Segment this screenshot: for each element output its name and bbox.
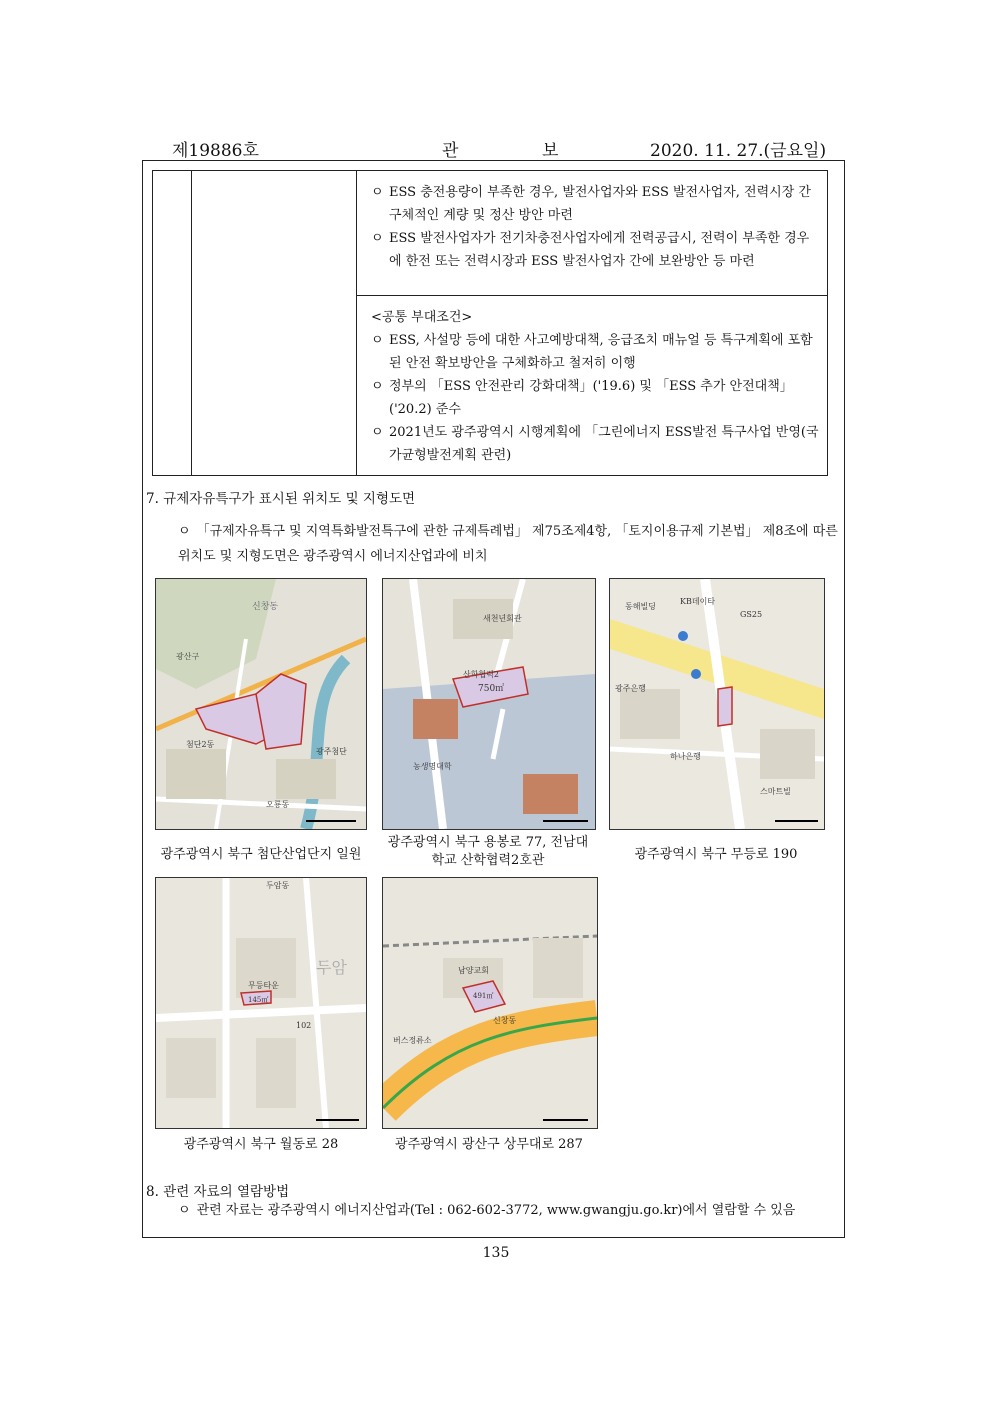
page-header [142, 134, 842, 160]
map-2 [382, 578, 596, 830]
map-label: 광주은행 [615, 684, 646, 693]
condition-item: ㅇ ESS 발전사업자가 전기차충전사업자에게 전력공급시, 전력이 부족한 경우에 한전 또는 전력시장과 ESS 발전사업자 간에 보완방안 등 마련 [371, 231, 810, 269]
map-1-graphic [156, 579, 366, 829]
footer-rule [142, 1237, 845, 1238]
gazette-title-left: 관 [442, 141, 459, 161]
map-label: 145㎡ [248, 996, 269, 1004]
issue-number: 제19886호 [172, 141, 259, 161]
map-label: 새천년회관 [483, 614, 522, 623]
section8-paragraph: ㅇ 관련 자료는 광주광역시 에너지산업과(Tel : 062-602-3772, www.gwangju.go.kr)에서 열람할 수 있음 [178, 1203, 796, 1218]
map-2-caption [382, 834, 594, 870]
map-label: 버스정류소 [393, 1036, 432, 1045]
map-1-caption: 광주광역시 북구 첨단산업단지 일원 [160, 847, 362, 862]
map-label: 두암동 [266, 881, 290, 890]
map-2-caption-text: 광주광역시 북구 용봉로 77, 전남대학교 산학협력2호관 [387, 835, 589, 868]
map-5-caption: 광주광역시 광산구 상무대로 287 [395, 1137, 583, 1152]
map-label: 스마트빌 [760, 787, 791, 796]
map-label: GS25 [740, 610, 763, 619]
map-label: KB데이타 [680, 597, 716, 606]
table-col2 [192, 171, 357, 476]
map-label: 102 [296, 1021, 312, 1030]
map-3 [609, 578, 825, 830]
conditions-table [152, 170, 828, 476]
map-label: 오룡동 [266, 800, 290, 809]
map-label: 남양교회 [458, 966, 489, 975]
map-label: 첨단2동 [186, 740, 215, 749]
map-5-graphic [383, 878, 597, 1128]
map-5 [382, 877, 598, 1129]
map-label: 광주첨단 [316, 747, 347, 756]
condition-item: ㅇ ESS 충전용량이 부족한 경우, 발전사업자와 ESS 발전사업자, 전력시장 간 구체적인 계량 및 정산 방안 마련 [371, 185, 811, 223]
map-4 [155, 877, 367, 1129]
map-label: 산학협력2 [463, 670, 500, 679]
conditions-cell-1 [357, 171, 828, 296]
map-label: 두암 [316, 958, 347, 977]
section8-heading: 8. 관련 자료의 열람방법 [146, 1184, 290, 1200]
map-label: 하나은행 [670, 752, 701, 761]
common-conditions-title: <공통 부대조건> [371, 310, 473, 325]
map-label: 농생명대학 [413, 762, 452, 771]
conditions-cell-2 [357, 296, 828, 476]
map-2-graphic [383, 579, 595, 829]
section7-heading: 7. 규제자유특구가 표시된 위치도 및 지형도면 [146, 491, 416, 507]
issue-date: 2020. 11. 27.(금요일) [650, 141, 827, 161]
map-3-graphic [610, 579, 824, 829]
map-3-caption: 광주광역시 북구 무등로 190 [634, 847, 798, 862]
map-label: 750㎡ [478, 684, 505, 694]
table-col1 [153, 171, 192, 476]
map-1 [155, 578, 367, 830]
map-label: 광산구 [176, 652, 200, 661]
map-label: 491㎡ [473, 992, 494, 1000]
condition-item: ㅇ 정부의 「ESS 안전관리 강화대책」('19.6) 및 「ESS 추가 안전대책」('20.2) 준수 [371, 379, 793, 417]
left-border [142, 160, 143, 1237]
map-label: 신창동 [493, 1016, 517, 1025]
map-4-graphic [156, 878, 366, 1128]
map-label: 신창동 [252, 602, 279, 612]
header-rule [142, 160, 845, 161]
gazette-title-right: 보 [542, 141, 559, 161]
section7-paragraph: ㅇ 「규제자유특구 및 지역특화발전특구에 관한 규제특례법」 제75조제4항, 「토지이용규제 기본법」 제8조에 따른 위치도 및 지형도면은 광주광역시 에너지산업과에 비치 [178, 524, 838, 564]
map-label: 동해빌딩 [625, 602, 656, 611]
map-label: 무등타운 [248, 981, 279, 990]
condition-item: ㅇ ESS, 사설망 등에 대한 사고예방대책, 응급조치 매뉴얼 등 특구계획에 포함된 안전 확보방안을 구체화하고 철저히 이행 [371, 333, 813, 371]
map-4-caption: 광주광역시 북구 월동로 28 [183, 1137, 339, 1152]
right-border [844, 160, 845, 1237]
page-number: 135 [482, 1245, 510, 1261]
condition-item: ㅇ 2021년도 광주광역시 시행계획에 「그린에너지 ESS발전 특구사업 반영(국가균형발전계획 관련) [371, 425, 819, 463]
